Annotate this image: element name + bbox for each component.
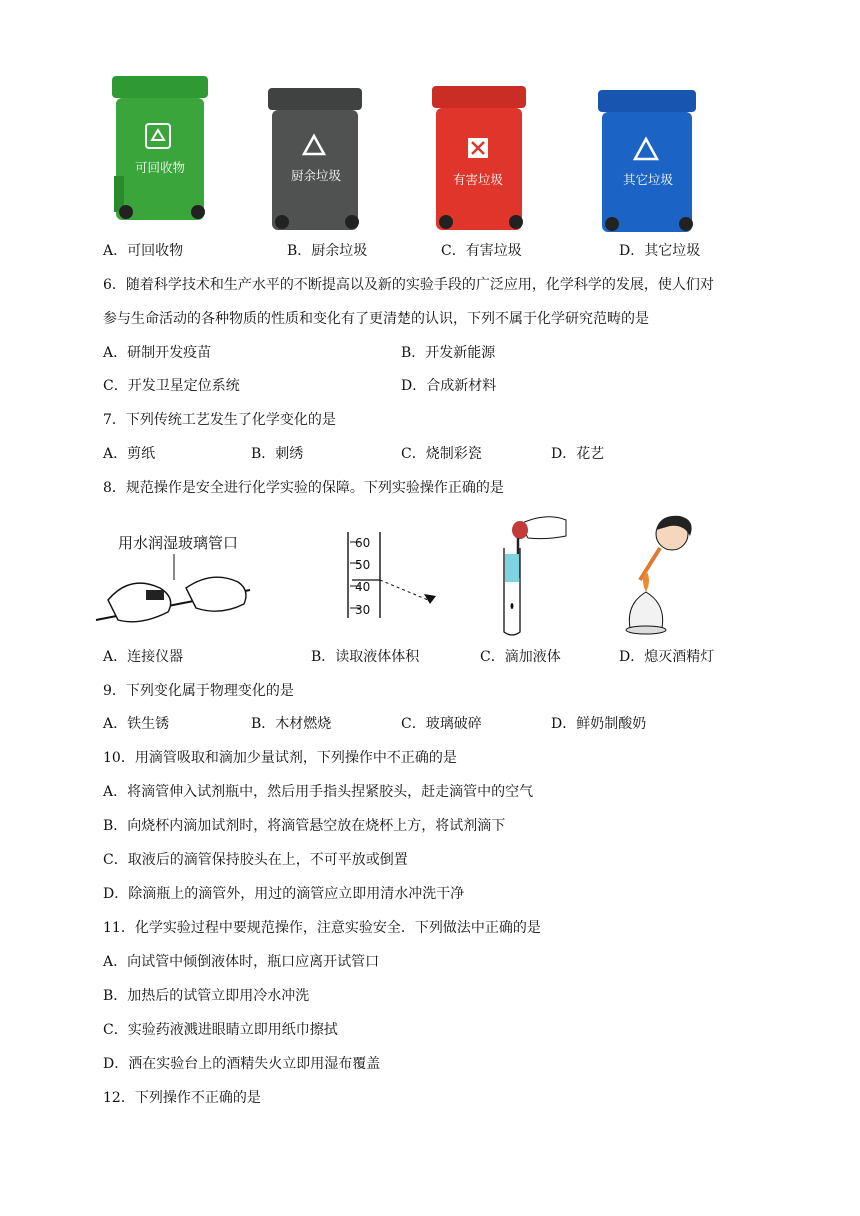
q8-stem: 8．规范操作是安全进行化学实验的保障。下列实验操作正确的是 [103,480,504,496]
tick-60: 60 [355,536,371,550]
q9-stem: 9．下列变化属于物理变化的是 [103,683,294,699]
q10-stem: 10．用滴管吸取和滴加少量试剂，下列操作中不正确的是 [103,750,457,766]
bins-figure [0,0,860,240]
q10-option-d: D．除滴瓶上的滴管外，用过的滴管应立即用清水冲洗干净 [103,886,465,902]
tick-40: 40 [355,580,371,594]
q6-option-c: C．开发卫星定位系统 [103,378,240,394]
option-b: B．厨余垃圾 [287,243,368,259]
bin-label-3: 有害垃圾 [452,172,504,187]
bin-label-4: 其它垃圾 [622,172,674,187]
q11-option-c: C．实验药液溅进眼睛立即用纸巾擦拭 [103,1022,338,1038]
bin-other [598,90,696,232]
q9-option-d: D．鲜奶制酸奶 [551,716,647,732]
q7-option-c: C．烧制彩瓷 [401,446,482,462]
q6-option-b: B．开发新能源 [401,345,496,361]
q12-stem: 12．下列操作不正确的是 [103,1090,261,1106]
bin-hazardous [432,86,526,230]
figure-alcohol-lamp [626,516,692,634]
q10-option-a: A．将滴管伸入试剂瓶中，然后用手指头捏紧胶头，赶走滴管中的空气 [103,784,534,800]
q8-option-d: D．熄灭酒精灯 [619,649,715,665]
q7-option-a: A．剪纸 [103,446,156,462]
q6-stem-line2: 参与生命活动的各种物质的性质和变化有了更清楚的认识，下列不属于化学研究范畴的是 [103,311,649,327]
q7-stem: 7．下列传统工艺发生了化学变化的是 [103,412,336,428]
q7-option-d: D．花艺 [551,446,605,462]
q11-stem: 11．化学实验过程中要规范操作，注意实验安全．下列做法中正确的是 [103,920,541,936]
q11-option-a: A．向试管中倾倒液体时，瓶口应离开试管口 [103,954,380,970]
tick-50: 50 [355,558,371,572]
q8-option-a: A．连接仪器 [103,649,184,665]
q9-option-a: A．铁生锈 [103,716,170,732]
q8-option-c: C．滴加液体 [480,649,561,665]
q10-option-c: C．取液后的滴管保持胶头在上，不可平放或倒置 [103,852,408,868]
option-c: C．有害垃圾 [441,243,522,259]
figure-measuring-cylinder [348,532,436,618]
q11-option-b: B．加热后的试管立即用冷水冲洗 [103,988,310,1004]
bin-kitchen [268,88,362,230]
q6-option-a: A．研制开发疫苗 [103,345,212,361]
q11-option-d: D．洒在实验台上的酒精失火立即用湿布覆盖 [103,1056,381,1072]
q8-figures [0,508,860,644]
q9-option-c: C．玻璃破碎 [401,716,482,732]
bin-label-1: 可回收物 [134,160,186,175]
q7-option-b: B．刺绣 [251,446,304,462]
hazard-icon [468,138,488,158]
option-d: D．其它垃圾 [619,243,701,259]
q9-option-b: B．木材燃烧 [251,716,332,732]
tick-30: 30 [355,603,371,617]
q10-option-b: B．向烧杯内滴加试剂时，将滴管悬空放在烧杯上方，将试剂滴下 [103,818,506,834]
q8-option-b: B．读取液体体积 [311,649,420,665]
q6-option-d: D．合成新材料 [401,378,497,394]
bin-recyclable [112,76,208,220]
figure-dropper [504,517,566,635]
figure-connect-instruments [96,534,250,622]
figure-caption: 用水润湿玻璃管口 [118,534,239,552]
bin-label-2: 厨余垃圾 [290,168,342,183]
q6-stem-line1: 6．随着科学技术和生产水平的不断提高以及新的实验手段的广泛应用，化学科学的发展，使人们对 [103,277,714,293]
option-a: A．可回收物 [103,243,184,259]
